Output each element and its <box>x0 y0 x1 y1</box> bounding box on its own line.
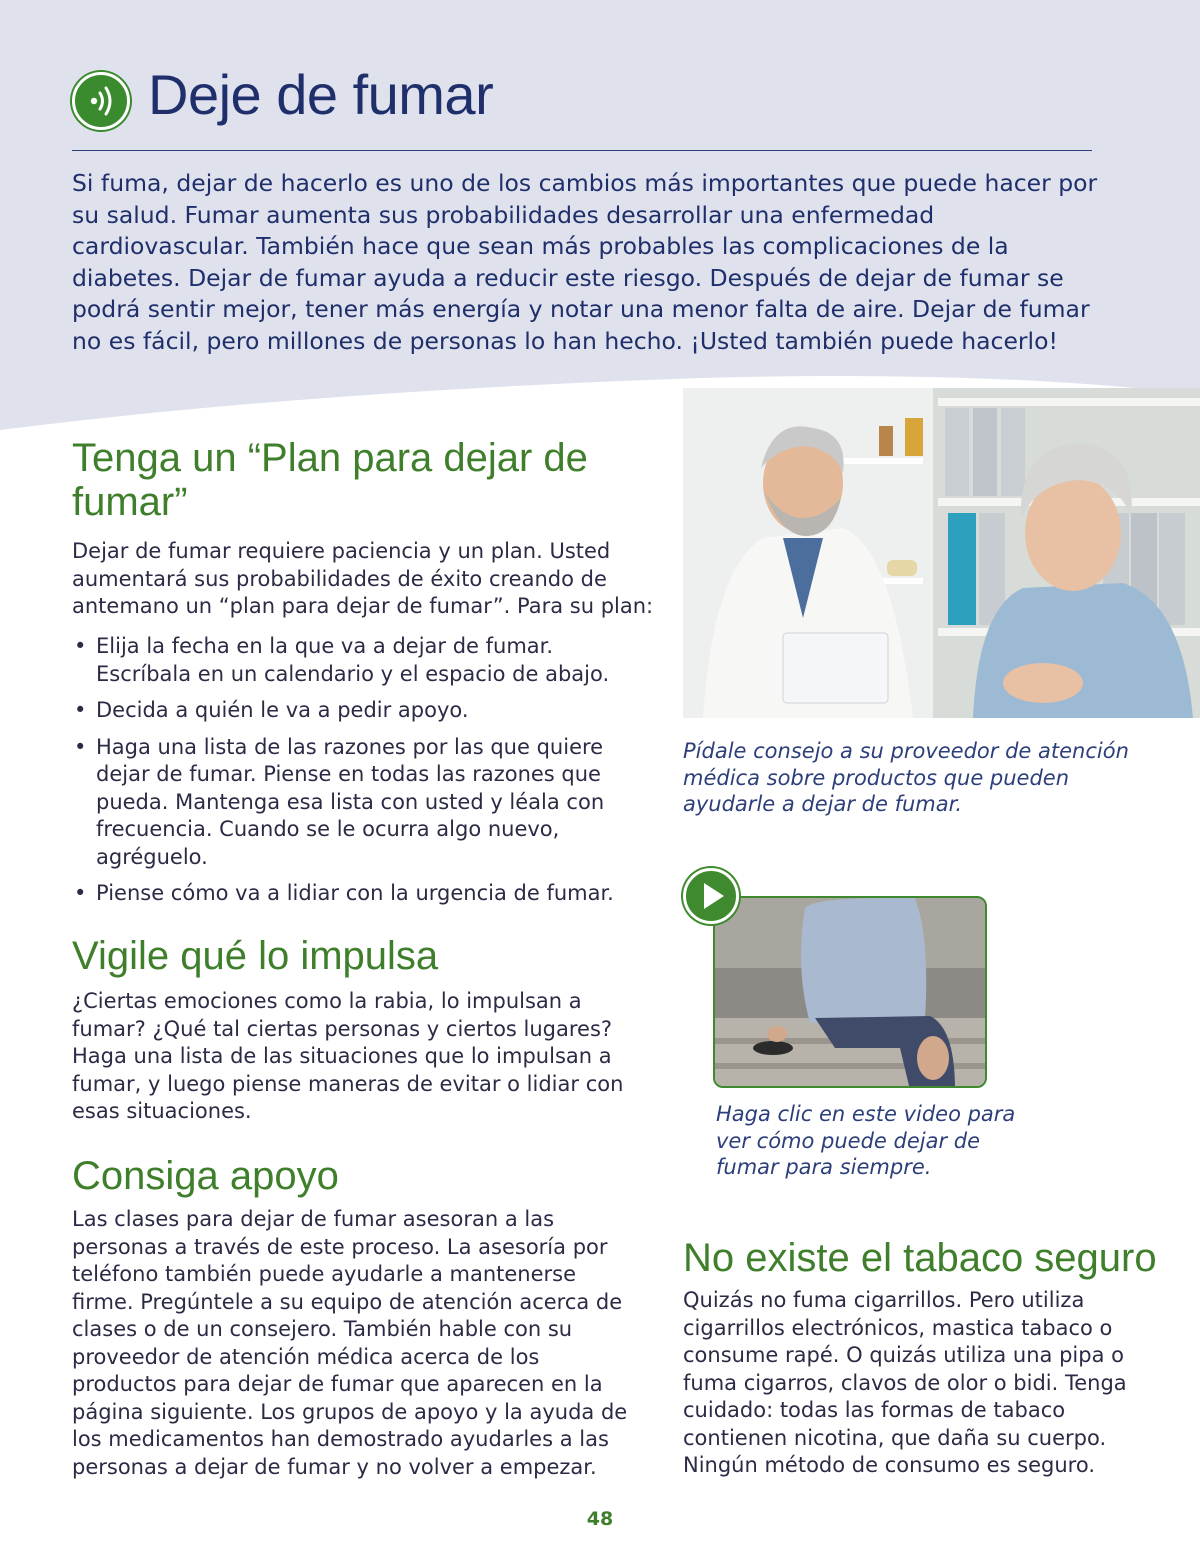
support-text: Las clases para dejar de fumar asesoran a las personas a través de este proceso. La asesoría por teléfono también puede ayudarle a mantenerse firme. Pregúntele a su equipo de atención acerca de clases o de un consejero. También hable con su proveedor de atención médica acerca de los productos para dejar de fumar que aparecen en la página siguiente. Los grupos de apoyo y la ayuda de los medicamentos han demostrado ayudarles a las personas a dejar de fumar y no volver a empezar. <box>72 1207 628 1479</box>
audio-wave-icon <box>75 75 127 127</box>
intro-paragraph: Si fuma, dejar de hacerlo es uno de los cambios más importantes que puede hacer por su salud. Fumar aumenta sus probabilidades desarrollar una enfermedad cardiovascular. También hace que sean más probables las complicaciones de la diabetes. Dejar de fumar ayuda a reducir este riesgo. Después de dejar de fumar se podrá sentir mejor, tener más energía y notar una menor falta de aire. Dejar de fumar no es fácil, pero millones de personas lo han hecho. ¡Usted también puede hacerlo! <box>72 169 1098 355</box>
bullet-icon: • <box>74 698 87 722</box>
page-title: Deje de fumar <box>148 63 494 126</box>
video-thumbnail[interactable] <box>713 896 987 1088</box>
plan-intro: Dejar de fumar requiere paciencia y un plan. Usted aumentará sus probabilidades de éxito creando de antemano un “plan para dejar de fumar”. Para su plan: <box>72 539 654 618</box>
support-heading: Consiga apoyo <box>72 1154 339 1198</box>
plan-list <box>72 633 652 917</box>
safe-tobacco-text: Quizás no fuma cigarrillos. Pero utiliza cigarrillos electrónicos, mastica tabaco o consume rapé. O quizás utiliza una pipa o fuma cigarros, clavos de olor o bidi. Tenga cuidado: todas las formas de tabaco contienen nicotina, que daña su cuerpo. Ningún método de consumo es seguro. <box>683 1288 1127 1477</box>
photo-caption: Pídale consejo a su proveedor de atención médica sobre productos que pueden ayudarle a dejar de fumar. <box>683 739 1129 816</box>
list-item-text: Decida a quién le va a pedir apoyo. <box>96 698 469 722</box>
list-item <box>72 697 652 725</box>
bullet-icon: • <box>74 734 87 759</box>
plan-heading: Tenga un “Plan para dejar de fumar” <box>72 436 588 524</box>
list-item-text: Elija la fecha en la que va a dejar de fumar. Escríbala en un calendario y el espacio de abajo. <box>96 634 610 686</box>
play-button[interactable] <box>683 868 739 924</box>
bullet-icon: • <box>74 634 87 658</box>
list-item <box>72 633 652 688</box>
video-caption: Haga clic en este video para ver cómo puede dejar de fumar para siempre. <box>716 1102 1016 1179</box>
audio-icon[interactable] <box>72 72 130 130</box>
safe-tobacco-heading: No existe el tabaco seguro <box>683 1236 1157 1280</box>
title-divider <box>72 150 1092 151</box>
list-item-text: Haga una lista de las razones por las que quiere dejar de fumar. Piense en todas las razones que pueda. Mantenga esa lista con usted y léala con frecuencia. Cuando se le ocurra algo nuevo, agréguelo. <box>96 734 605 869</box>
bullet-icon: • <box>74 881 87 905</box>
triggers-text: ¿Ciertas emociones como la rabia, lo impulsan a fumar? ¿Qué tal ciertas personas y ciertos lugares? Haga una lista de las situaciones que lo impulsan a fumar, y luego piense maneras de evitar o lidiar con esas situaciones. <box>72 989 624 1123</box>
list-item-text: Piense cómo va a lidiar con la urgencia de fumar. <box>96 881 614 905</box>
play-icon <box>686 871 736 921</box>
list-item <box>72 734 652 872</box>
list-item <box>72 880 652 908</box>
triggers-heading: Vigile qué lo impulsa <box>72 934 439 978</box>
page-number: 48 <box>586 1508 614 1530</box>
doctor-patient-photo <box>683 388 1200 718</box>
